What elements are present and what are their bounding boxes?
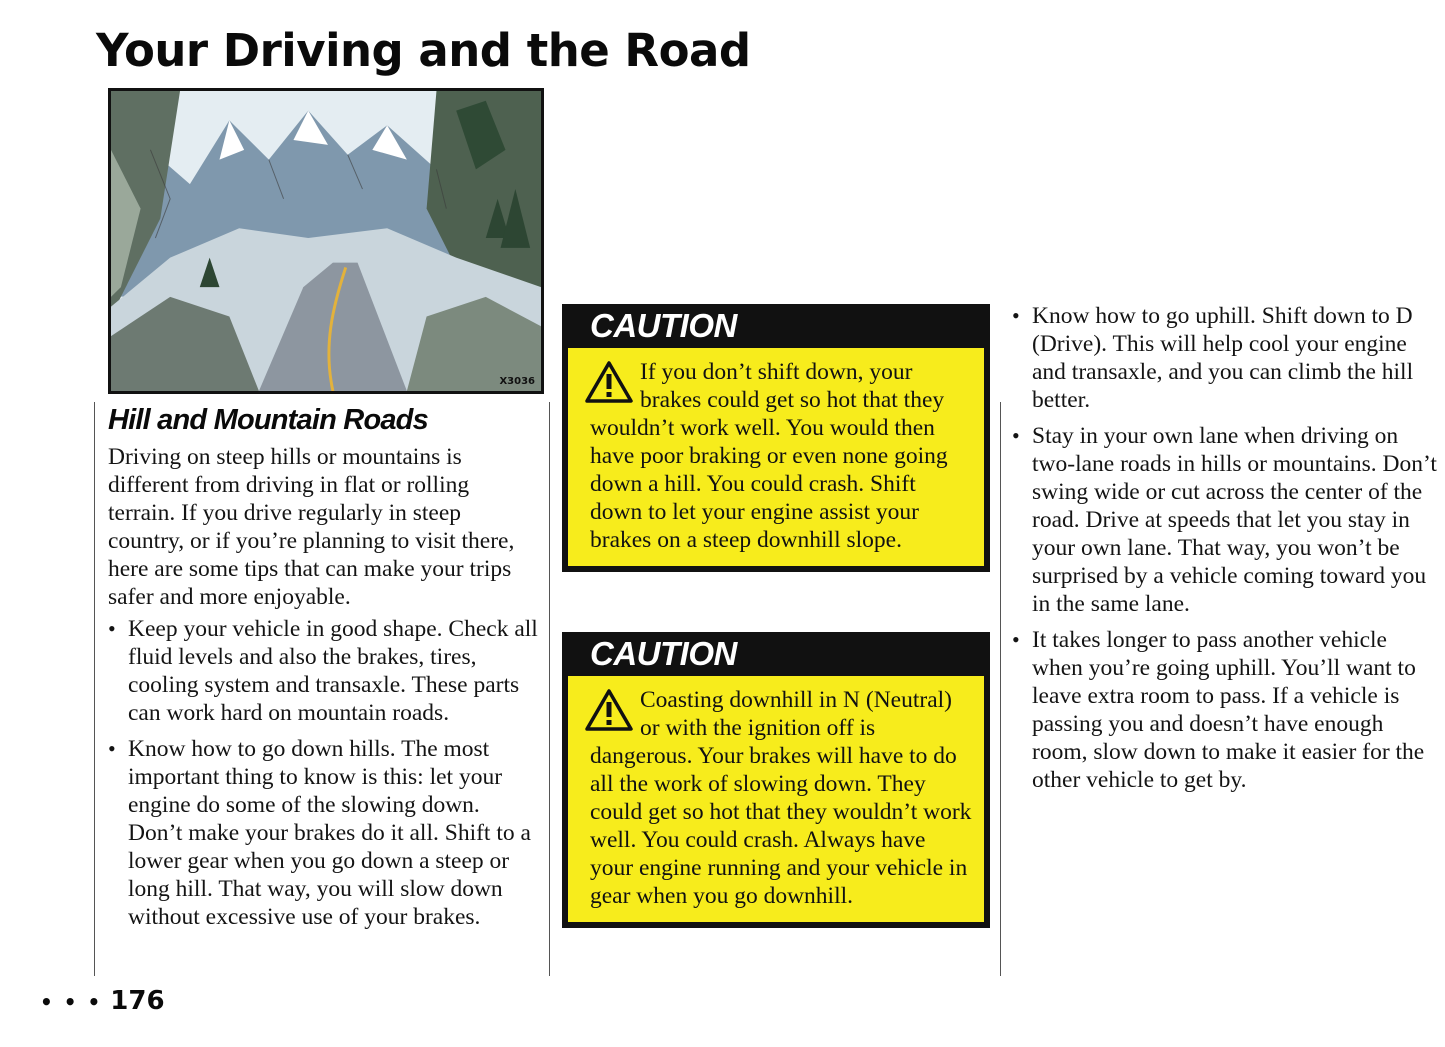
bullet-item: • Know how to go down hills. The most important thing to know is this: let your engine do some of the slowing down. Don’t make your brakes do it all. Shift to a lower gear when you go down a steep or long hill. That way, you will slow down without excessive use of your brakes. (108, 735, 538, 931)
left-bullet-list (108, 615, 538, 931)
column-rule-middle (549, 402, 550, 976)
caution-body (568, 348, 984, 566)
caution-text: Coasting downhill in N (Neutral) or with the ignition off is dangerous. Your brakes will have to do all the work of slowing down. They could get so hot that they wouldn’t work well. You could crash. Always have your engine running and your vehicle in gear when you go downhill. (590, 687, 972, 909)
caution-box-1 (562, 304, 990, 572)
bullet-item: • Keep your vehicle in good shape. Check all fluid levels and also the brakes, tires, cooling system and transaxle. These parts can work hard on mountain roads. (108, 615, 538, 727)
page-number-value: 176 (110, 986, 165, 1016)
caution-label: CAUTION (590, 307, 737, 344)
page-number (40, 986, 165, 1016)
caution-label: CAUTION (590, 635, 737, 672)
warning-triangle-icon (584, 360, 634, 404)
caution-body (568, 676, 984, 922)
caution-box-2 (562, 632, 990, 928)
illustration-code: X3036 (499, 376, 535, 387)
left-column (108, 404, 538, 939)
intro-paragraph: Driving on steep hills or mountains is different from driving in flat or rolling terrain. If you drive regularly in steep country, or if you’re planning to visit there, here are some tips that can make your trips safer and more enjoyable. (108, 444, 515, 610)
page-title: Your Driving and the Road (96, 24, 751, 77)
column-rule-right (1000, 402, 1001, 976)
column-rule-left (94, 402, 95, 976)
mountain-road-drawing (111, 91, 541, 391)
bullet-item: • Stay in your own lane when driving on two-lane roads in hills or mountains. Don’t swing wide or cut across the center of the road. Drive at speeds that let you stay in your own lane. That way, you won’t be surprised by a vehicle coming toward you in the same lane. (1012, 422, 1438, 618)
right-column (1012, 298, 1438, 802)
caution-text: If you don’t shift down, your brakes could get so hot that they wouldn’t work well. You would then have poor braking or even none going down a hill. You could crash. Shift down to let your engine assist your brakes on a steep downhill slope. (590, 359, 948, 553)
warning-triangle-icon (584, 688, 634, 732)
bullet-item: • Know how to go uphill. Shift down to D (Drive). This will help cool your engine and transaxle, and you can climb the hill better. (1012, 302, 1438, 414)
page-number-prefix: • • • (40, 990, 103, 1014)
right-bullet-list (1012, 302, 1438, 794)
section-heading: Hill and Mountain Roads (108, 404, 428, 436)
bullet-item: • It takes longer to pass another vehicle when you’re going uphill. You’ll want to leave extra room to pass. If a vehicle is passing you and doesn’t have enough room, slow down to make it easier for the other vehicle to get by. (1012, 626, 1438, 794)
mountain-road-illustration (108, 88, 544, 394)
